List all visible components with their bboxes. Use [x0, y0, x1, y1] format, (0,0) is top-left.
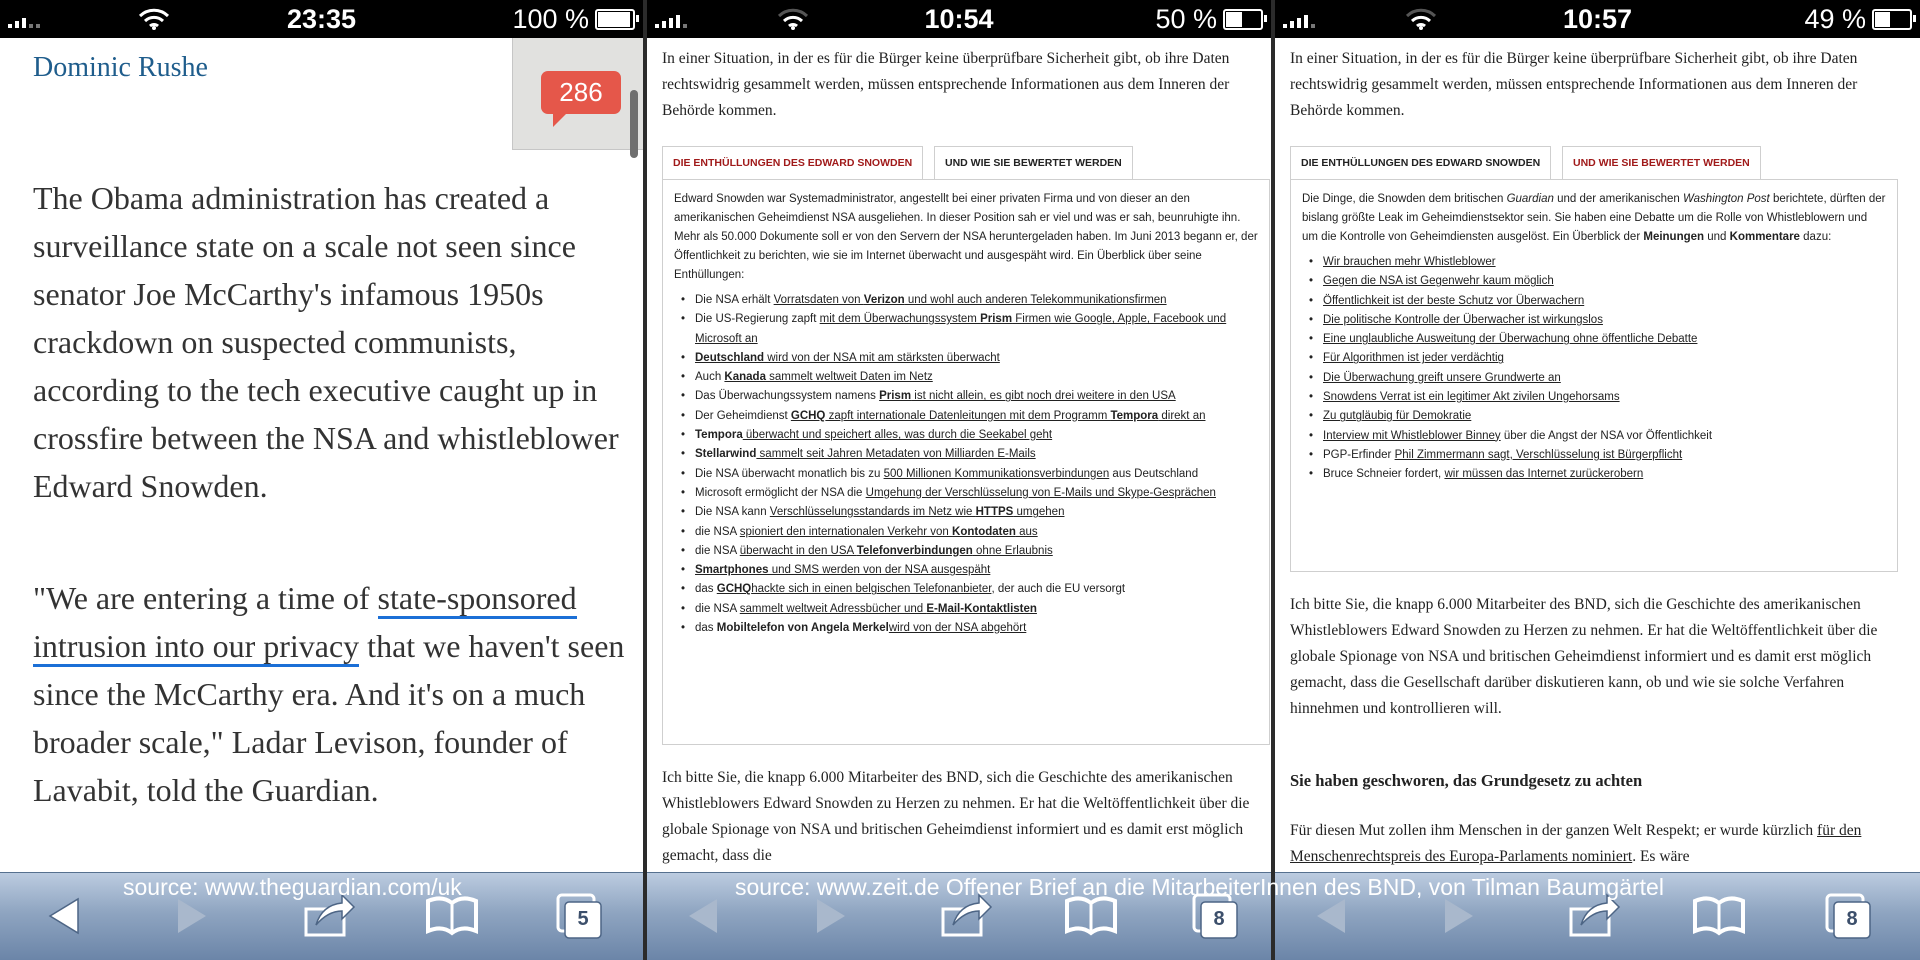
comment-count-badge	[541, 71, 621, 114]
revelation-item	[695, 561, 1269, 580]
evaluation-item	[1323, 388, 1897, 407]
tab-panel	[1290, 179, 1898, 572]
revelation-item-link[interactable]: Verschlüsselungsstandards im Netz wie	[769, 506, 976, 519]
comment-count: 286	[559, 77, 603, 107]
revelation-item-link[interactable]: Telefonverbindungen	[856, 544, 973, 557]
evaluation-item-link[interactable]: Eine unglaubliche Ausweitung der Überwachung ohne öffentliche Debatte	[1323, 333, 1698, 346]
revelation-item-text: Das Überwachungssystem namens	[695, 390, 880, 403]
tab-panel-intro: Edward Snowden war Systemadministrator, angestellt bei einer privaten Firma und von dieser an den amerikanischen Geheimdienst NSA ausgeliehen. In dieser Position sah er viel und was er sah, beunruhigte ihn. Mehr als 50.000 Dokumente soll er von den Servern der NSA heruntergeladen haben. Im Juni 2013 begann er, der Öffentlichkeit zu berichten, wie sie im Internet überwacht und ausgespäht wird. Ein Überblick über seine Enthüllungen:	[674, 193, 1258, 281]
article-paragraph-2: Für diesen Mut zollen ihm Menschen in der ganzen Welt Respekt; er wurde kürzlich für den Menschenrechtspreis des Europa-Parlaments nominiert. Es wäre	[1290, 822, 1862, 865]
revelation-item-link[interactable]: Smartphones	[695, 564, 769, 577]
revelation-item-link[interactable]: wird von der NSA mit am stärksten überwacht	[764, 351, 1000, 364]
revelation-item	[695, 310, 1269, 349]
evaluation-item	[1323, 330, 1897, 349]
evaluation-item-text: über die Angst der NSA vor Öffentlichkeit	[1500, 429, 1713, 442]
tabs-icon[interactable]	[1821, 887, 1885, 945]
revelation-item	[695, 387, 1269, 406]
evaluation-item-link[interactable]: wir müssen das Internet zurückerobern	[1444, 468, 1644, 481]
article-content	[1275, 38, 1920, 873]
article-paragraph-2: "We are entering a time of state-sponsored intrusion into our privacy that we haven't seen since the McCarthy era. And it's on a much broader scale," Ladar Levison, founder of Lavabit, told the Guardian.	[33, 580, 625, 808]
tabs-icon[interactable]	[552, 887, 616, 945]
evaluation-item	[1323, 253, 1897, 272]
clock: 23:35	[286, 4, 357, 34]
revelation-item-text: Microsoft ermöglicht der NSA die	[695, 486, 866, 499]
revelation-item	[695, 465, 1269, 484]
scroll-indicator	[630, 90, 638, 158]
revelation-item-text: das	[695, 583, 717, 596]
article-paragraph: Ich bitte Sie, die knapp 6.000 Mitarbeiter des BND, sich die Geschichte des amerikanischen Whistleblowers Edward Snowden zu Herzen zu nehmen. Er hat die Weltöffentlichkeit über die globale Spionage von NSA und britischen Geheimdienst informiert und es damit erst möglich gemacht, dass die	[662, 769, 1250, 864]
evaluation-item-link[interactable]: Phil Zimmermann sagt, Verschlüsselung ist Bürgerpflicht	[1394, 448, 1683, 461]
evaluation-item-link[interactable]: Für Algorithmen ist jeder verdächtig	[1323, 352, 1504, 365]
tabs-count: 8	[1213, 908, 1225, 930]
tab-revelations[interactable]: DIE ENTHÜLLUNGEN DES EDWARD SNOWDEN	[662, 146, 923, 181]
revelation-item-link[interactable]: ohne Erlaubnis	[972, 544, 1053, 557]
tab-panel-intro-text: Meinungen	[1643, 231, 1705, 243]
revelation-item	[695, 619, 1269, 638]
revelation-item-link[interactable]: Prism	[980, 313, 1013, 326]
revelation-item-text: die NSA	[695, 525, 740, 538]
tab-panel-intro-text: und	[1704, 231, 1730, 243]
evaluation-item	[1323, 369, 1897, 388]
revelation-item	[695, 600, 1269, 619]
back-arrow-icon[interactable]	[34, 887, 98, 945]
revelation-item-link[interactable]: E-Mail-Kontaktlisten	[926, 602, 1037, 615]
battery-icon	[1872, 9, 1912, 30]
revelation-item-link[interactable]: GCHQ	[790, 409, 826, 422]
evaluation-item	[1323, 407, 1897, 426]
tab-panel-intro-text: Die Dinge, die Snowden dem britischen	[1302, 193, 1507, 205]
tab-panel-intro-text: und der amerikanischen	[1553, 193, 1684, 205]
battery-percent: 50 %	[1155, 3, 1217, 34]
revelation-item-link[interactable]: Kontodaten	[952, 525, 1016, 538]
revelation-item-text: Die NSA überwacht monatlich bis zu	[695, 467, 884, 480]
tab-panel-intro-text: Kommentare	[1729, 231, 1800, 243]
tab-bar	[1290, 146, 1896, 180]
evaluation-item	[1323, 349, 1897, 368]
evaluation-item-link[interactable]: Snowdens Verrat ist ein legitimer Akt zivilen Ungehorsams	[1323, 391, 1620, 404]
evaluation-item	[1323, 292, 1897, 311]
tab-panel-intro	[1302, 190, 1886, 247]
revelation-item-link[interactable]: zapft internationale Datenleitungen mit dem Programm	[825, 409, 1111, 422]
revelation-item-link[interactable]: Kanada	[724, 371, 766, 384]
revelation-item-text: Mobiltelefon von Angela Merkel	[716, 622, 889, 635]
clock: 10:57	[1562, 4, 1633, 34]
revelation-item-link[interactable]: Tempora	[1110, 409, 1159, 422]
revelation-item-link[interactable]: aus	[1015, 525, 1038, 538]
tab-panel-intro-text: Guardian	[1506, 193, 1554, 205]
revelation-item-text: Auch	[695, 371, 725, 384]
revelation-item-text: Stellarwind	[695, 448, 757, 461]
tabs-count: 5	[577, 908, 589, 930]
zeit-screen-evaluations	[1275, 0, 1920, 960]
guardian-screen	[0, 0, 643, 960]
tab-panel-intro-text: Washington Post	[1683, 193, 1770, 205]
clock: 10:54	[924, 4, 994, 34]
evaluation-item	[1323, 272, 1897, 291]
revelation-item-link[interactable]: Prism	[879, 390, 912, 403]
evaluation-item-link[interactable]: Interview mit Whistleblower Binney	[1323, 429, 1501, 442]
evaluation-item-link[interactable]: Wir brauchen mehr Whistleblower	[1323, 256, 1496, 268]
evaluation-item-link[interactable]: Zu gutgläubig für Demokratie	[1323, 410, 1472, 423]
evaluation-item-link[interactable]: Die politische Kontrolle der Überwacher ist wirkungslos	[1323, 313, 1603, 326]
article-intro: In einer Situation, in der es für die Bürger keine überprüfbare Sicherheit gibt, ob ihre Daten rechtswidrig gesammelt werden, müssen entsprechende Informationen aus dem Inneren der Behörde kommen.	[662, 50, 1230, 119]
revelation-item-link[interactable]: mit dem Überwachungssystem	[819, 313, 981, 326]
revelations-list	[663, 291, 1269, 638]
revelation-item-link[interactable]: überwacht und speichert alles, was durch die Seekabel geht	[742, 429, 1053, 442]
revelation-item-text: Tempora	[695, 429, 743, 442]
revelation-item-link[interactable]: Firmen wie Google, Apple, Facebook und Microsoft an	[695, 313, 1227, 345]
evaluation-item-link[interactable]: Öffentlichkeit ist der beste Schutz vor Überwachern	[1323, 294, 1585, 307]
back-arrow-icon[interactable]	[673, 887, 737, 945]
revelation-item	[695, 407, 1269, 426]
revelation-item-text: die NSA	[695, 602, 740, 615]
status-bar	[0, 0, 643, 38]
evaluation-item	[1323, 427, 1897, 446]
revelation-item	[695, 291, 1269, 310]
evaluation-item-text: Bruce Schneier fordert,	[1323, 468, 1445, 481]
revelation-item-link[interactable]: sammelt weltweit Adressbücher und	[739, 602, 927, 615]
evaluation-item	[1323, 465, 1897, 484]
source-caption-zeit: source: www.zeit.de Offener Brief an die MitarbeiterInnen des BND, von Tilman Baumgärtel	[735, 874, 1664, 900]
revelation-item-link[interactable]: und SMS werden von der NSA ausgespäht	[768, 564, 991, 577]
status-bar	[647, 0, 1271, 38]
revelation-item-link[interactable]: überwacht in den USA	[739, 544, 857, 557]
author-link[interactable]: Dominic Rushe	[33, 52, 208, 83]
tab-evaluations[interactable]: UND WIE SIE BEWERTET WERDEN	[1562, 146, 1761, 181]
article-intro: In einer Situation, in der es für die Bürger keine überprüfbare Sicherheit gibt, ob ihre Daten rechtswidrig gesammelt werden, müssen entsprechende Informationen aus dem Inneren der Behörde kommen.	[1290, 50, 1858, 119]
revelation-item-text: Der Geheimdienst	[695, 409, 791, 422]
evaluation-item	[1323, 446, 1897, 465]
bookmarks-icon[interactable]	[1687, 887, 1751, 945]
revelation-item-link[interactable]: Verizon	[863, 294, 905, 306]
revelation-item	[695, 523, 1269, 542]
speech-bubble-icon	[553, 113, 567, 127]
revelation-item-link[interactable]: 500 Millionen Kommunikationsverbindungen	[883, 467, 1110, 480]
revelation-item-link[interactable]: HTTPS	[975, 506, 1014, 519]
revelation-item-link[interactable]: wird von der NSA abgehört	[888, 622, 1027, 635]
tab-panel-intro-text: berichtete, dürften der bislang größte Leak im Geheimdienstsektor sein. Sie haben eine Debatte um die Rolle von Whistleblowern und um die Kontrolle von Geheimdiensten ausgelöst. Ein Überblick der	[1302, 193, 1886, 243]
article-subheading: Sie haben geschworen, das Grundgesetz zu achten	[1290, 771, 1643, 790]
article-content	[647, 38, 1271, 873]
status-bar	[1275, 0, 1920, 38]
revelation-item-text: Die US-Regierung zapft	[695, 313, 820, 326]
revelation-item	[695, 542, 1269, 561]
revelation-item	[695, 349, 1269, 368]
revelation-item-text: aus Deutschland	[1109, 467, 1199, 480]
revelation-item-link[interactable]: umgehen	[1013, 506, 1065, 519]
zeit-screen-revelations	[647, 0, 1271, 960]
article-link-award[interactable]: für den Menschenrechtspreis des Europa-Parlaments nominiert	[1290, 822, 1862, 865]
revelation-item-link[interactable]: Umgehung der Verschlüsselung von E-Mails und Skype-Gesprächen	[865, 486, 1216, 499]
revelation-item-text: das	[695, 622, 717, 635]
revelation-item-link[interactable]: Vorratsdaten von	[773, 294, 864, 306]
evaluation-item-text: PGP-Erfinder	[1323, 448, 1395, 461]
revelation-item	[695, 484, 1269, 503]
revelation-item	[695, 580, 1269, 599]
revelation-item-link[interactable]: hackte sich in einen belgischen Telefonanbieter	[751, 583, 992, 596]
tab-revelations[interactable]: DIE ENTHÜLLUNGEN DES EDWARD SNOWDEN	[1290, 146, 1551, 179]
tab-panel	[662, 179, 1270, 745]
revelation-item-link[interactable]: ist nicht allein, es gibt noch drei weitere in den USA	[911, 390, 1176, 403]
evaluation-item	[1323, 311, 1897, 330]
revelation-item-text: , der auch die EU versorgt	[991, 583, 1126, 596]
tab-panel-intro-text: dazu:	[1799, 231, 1832, 243]
comments-button[interactable]	[512, 38, 643, 150]
revelation-item	[695, 445, 1269, 464]
revelation-item-link[interactable]: Deutschland	[695, 351, 765, 364]
article-paragraph-1: The Obama administration has created a surveillance state on a scale not seen since senator Joe McCarthy's infamous 1950s crackdown on suspected communists, according to the tech executive caught up in crossfire between the NSA and whistleblower Edward Snowden.	[33, 180, 619, 504]
revelation-item-text: die NSA	[695, 544, 740, 557]
tabs-count: 8	[1846, 908, 1858, 930]
evaluation-item-link[interactable]: Gegen die NSA ist Gegenwehr kaum möglich	[1323, 275, 1554, 288]
revelation-item-link[interactable]: sammelt seit Jahren Metadaten von Milliarden E-Mails	[756, 448, 1036, 461]
article-link-privacy[interactable]: state-sponsored intrusion into our privacy	[33, 580, 577, 667]
revelation-item	[695, 368, 1269, 387]
battery-icon	[1223, 9, 1263, 30]
revelation-item-link[interactable]: sammelt weltweit Daten im Netz	[765, 371, 933, 384]
article-paragraph-1: Ich bitte Sie, die knapp 6.000 Mitarbeiter des BND, sich die Geschichte des amerikanischen Whistleblowers Edward Snowden zu Herzen zu nehmen. Er hat die Weltöffentlichkeit über die globale Spionage von NSA und britischen Geheimdienst informiert und es damit erst möglich gemacht, dass die Gesellschaft darüber diskutieren kann, ob und wie sie solche Verfahren hinnehmen und kontrollieren will.	[1290, 596, 1878, 717]
revelation-item-link[interactable]: GCHQ	[716, 583, 752, 596]
revelation-item-text: Die NSA erhält	[695, 294, 774, 306]
revelation-item	[695, 426, 1269, 445]
evaluation-item-link[interactable]: Die Überwachung greift unsere Grundwerte an	[1323, 371, 1561, 384]
revelation-item-link[interactable]: direkt an	[1158, 409, 1206, 422]
revelation-item-link[interactable]: und wohl auch anderen Telekommunikationsfirmen	[904, 294, 1167, 306]
article-content	[0, 38, 643, 873]
revelation-item	[695, 503, 1269, 522]
revelation-item-link[interactable]: spioniert den internationalen Verkehr von	[739, 525, 953, 538]
tab-evaluations[interactable]: UND WIE SIE BEWERTET WERDEN	[934, 146, 1133, 179]
revelation-item-text: Die NSA kann	[695, 506, 770, 519]
source-caption: source: www.theguardian.com/uk	[123, 874, 462, 900]
evaluations-list	[1291, 253, 1897, 485]
tab-bar	[662, 146, 1268, 180]
battery-percent: 100 %	[512, 3, 589, 34]
battery-percent: 49 %	[1804, 3, 1866, 34]
battery-icon	[595, 9, 635, 30]
